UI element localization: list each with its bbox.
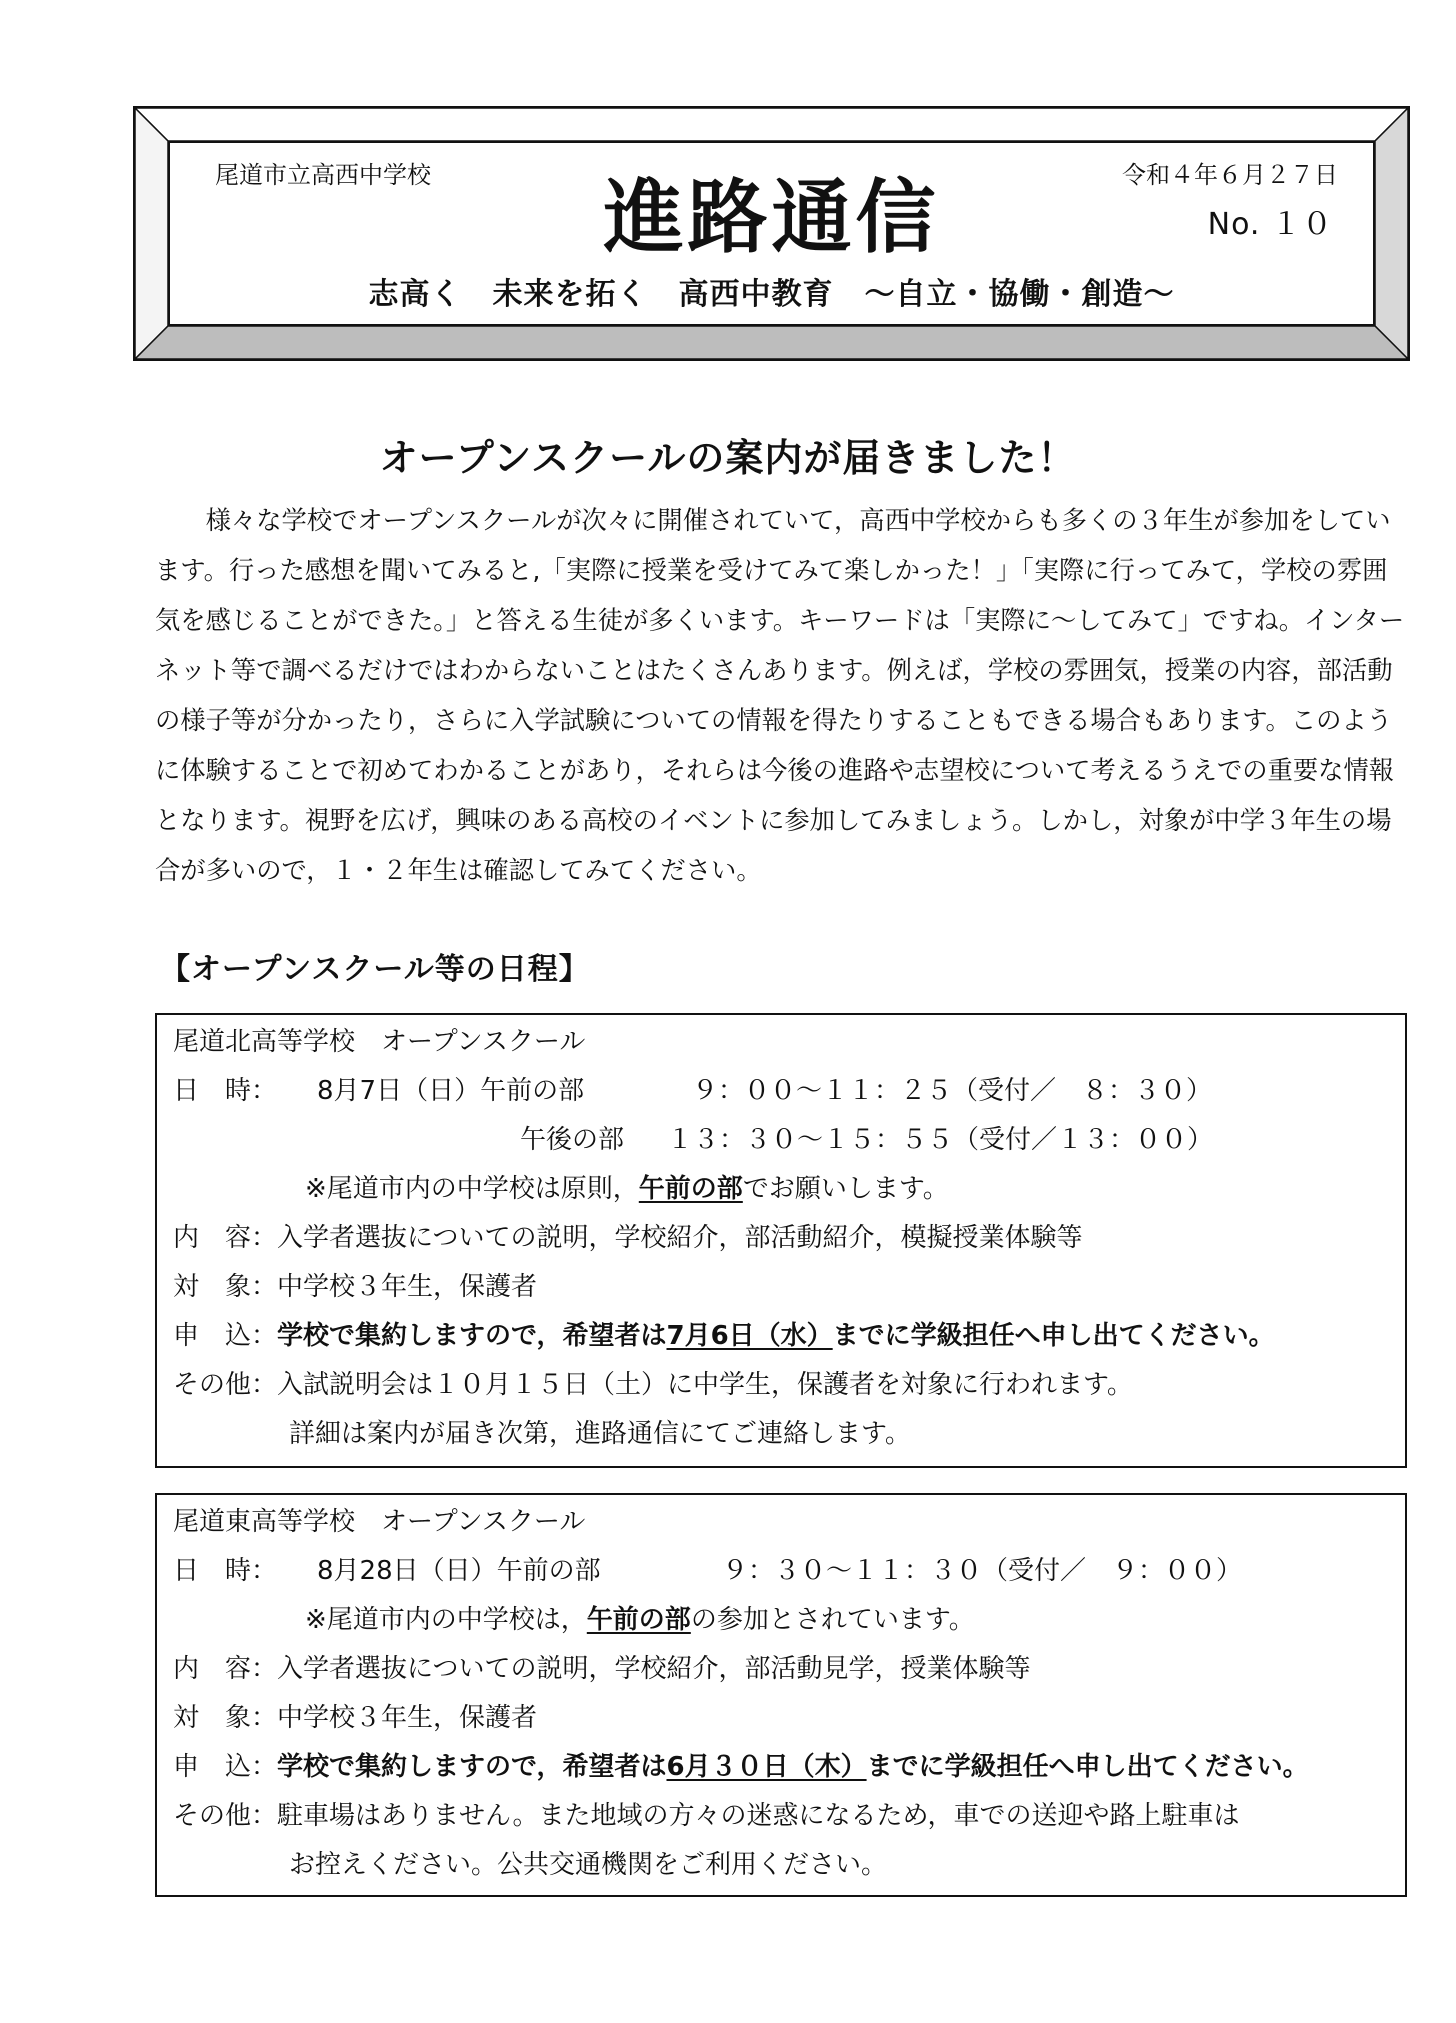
other-value-1: 駐車場はありません。また地域の方々の迷惑になるため，車での送迎や路上駐車は bbox=[277, 1801, 1240, 1831]
schedule-box-onomichi-kita bbox=[155, 1013, 1407, 1468]
apply-label: 申 込： bbox=[173, 1321, 278, 1351]
other-label: その他： bbox=[173, 1801, 278, 1831]
attendance-note bbox=[305, 1176, 949, 1202]
header-panel bbox=[168, 141, 1375, 326]
apply-text-end: までに学級担任へ申し出てください。 bbox=[866, 1752, 1309, 1782]
content-label: 内 容： bbox=[173, 1223, 278, 1253]
apply-label: 申 込： bbox=[173, 1752, 278, 1782]
content-value: 入学者選抜についての説明，学校紹介，部活動紹介，模擬授業体験等 bbox=[277, 1223, 1083, 1253]
time-label: 日 時： bbox=[173, 1076, 278, 1106]
target-label: 対 象： bbox=[173, 1272, 278, 1302]
apply-text-end: までに学級担任へ申し出てください。 bbox=[832, 1321, 1275, 1351]
time-label: 日 時： bbox=[173, 1556, 278, 1586]
note-text-end: の参加とされています。 bbox=[690, 1605, 975, 1635]
note-emphasis: 午前の部 bbox=[638, 1174, 743, 1204]
school-name: 尾道市立高西中学校 bbox=[215, 161, 431, 189]
article-headline: オープンスクールの案内が届きました！ bbox=[379, 436, 1077, 480]
content-value: 入学者選抜についての説明，学校紹介，部活動見学，授業体験等 bbox=[277, 1654, 1031, 1684]
content-label: 内 容： bbox=[173, 1654, 278, 1684]
time-date-morning: 8月7日（日）午前の部 bbox=[317, 1076, 585, 1106]
apply-deadline: 6月３０日（木） bbox=[666, 1752, 867, 1782]
issue-number: No. １０ bbox=[1207, 207, 1333, 242]
note-emphasis: 午前の部 bbox=[586, 1605, 691, 1635]
apply-text-start: 学校で集約しますので，希望者は bbox=[277, 1321, 667, 1351]
apply-deadline: 7月6日（水） bbox=[666, 1321, 833, 1351]
issue-date: 令和４年６月２７日 bbox=[1122, 161, 1338, 189]
target-label: 対 象： bbox=[173, 1703, 278, 1733]
school-event-title: 尾道東高等学校 オープンスクール bbox=[173, 1507, 586, 1537]
other-value-2: 詳細は案内が届き次第，進路通信にてご連絡します。 bbox=[289, 1419, 911, 1449]
attendance-note bbox=[305, 1607, 975, 1633]
newsletter-header bbox=[133, 106, 1410, 361]
note-text-end: でお願いします。 bbox=[742, 1174, 949, 1204]
apply-text bbox=[277, 1323, 1275, 1349]
time-date-morning: 8月28日（日）午前の部 bbox=[317, 1556, 601, 1586]
note-text: ※尾道市内の中学校は原則， bbox=[305, 1174, 639, 1204]
time-range-morning: ９：３０～１１：３０（受付／ ９：００） bbox=[722, 1556, 1243, 1586]
note-text: ※尾道市内の中学校は， bbox=[305, 1605, 587, 1635]
other-label: その他： bbox=[173, 1370, 278, 1400]
newsletter-title: 進路通信 bbox=[603, 170, 940, 264]
time-part-afternoon: 午後の部 bbox=[520, 1125, 625, 1155]
other-value-1: 入試説明会は１０月１５日（土）に中学生，保護者を対象に行われます。 bbox=[277, 1370, 1133, 1400]
schedule-heading: 【オープンスクール等の日程】 bbox=[160, 952, 590, 987]
other-value-2: お控えください。公共交通機関をご利用ください。 bbox=[289, 1850, 888, 1880]
schedule-box-onomichi-higashi bbox=[155, 1493, 1407, 1897]
apply-text bbox=[277, 1754, 1309, 1780]
apply-text-start: 学校で集約しますので，希望者は bbox=[277, 1752, 667, 1782]
school-event-title: 尾道北高等学校 オープンスクール bbox=[173, 1027, 586, 1057]
target-value: 中学校３年生，保護者 bbox=[277, 1272, 538, 1302]
time-range-morning: ９：００～１１：２５（受付／ ８：３０） bbox=[692, 1076, 1213, 1106]
time-range-afternoon: １３：３０～１５：５５（受付／１３：００） bbox=[667, 1125, 1214, 1155]
article-body: 様々な学校でオープンスクールが次々に開催されていて，高西中学校からも多くの３年生が参加をしています。行った感想を聞いてみると,「実際に授業を受けてみて楽しかった！」「実際に行ってみて，学校の雰囲気を感じることができた。」と答える生徒が多くいます。キーワードは「実際に～してみて」ですね。インターネット等で調べるだけではわからないことはたくさんあります。例えば，学校の雰囲気，授業の内容，部活動の様子等が分かったり，さらに入学試験についての情報を得たりすることもできる場合もあります。このように体験することで初めてわかることがあり，それらは今後の進路や志望校について考えるうえでの重要な情報となります。視野を広げ，興味のある高校のイベントに参加してみましょう。しかし，対象が中学３年生の場合が多いので，１・２年生は確認してみてください。 bbox=[155, 506, 1405, 885]
target-value: 中学校３年生，保護者 bbox=[277, 1703, 538, 1733]
school-motto: 志高く 未来を拓く 高西中教育 ～自立・協働・創造～ bbox=[368, 277, 1175, 312]
